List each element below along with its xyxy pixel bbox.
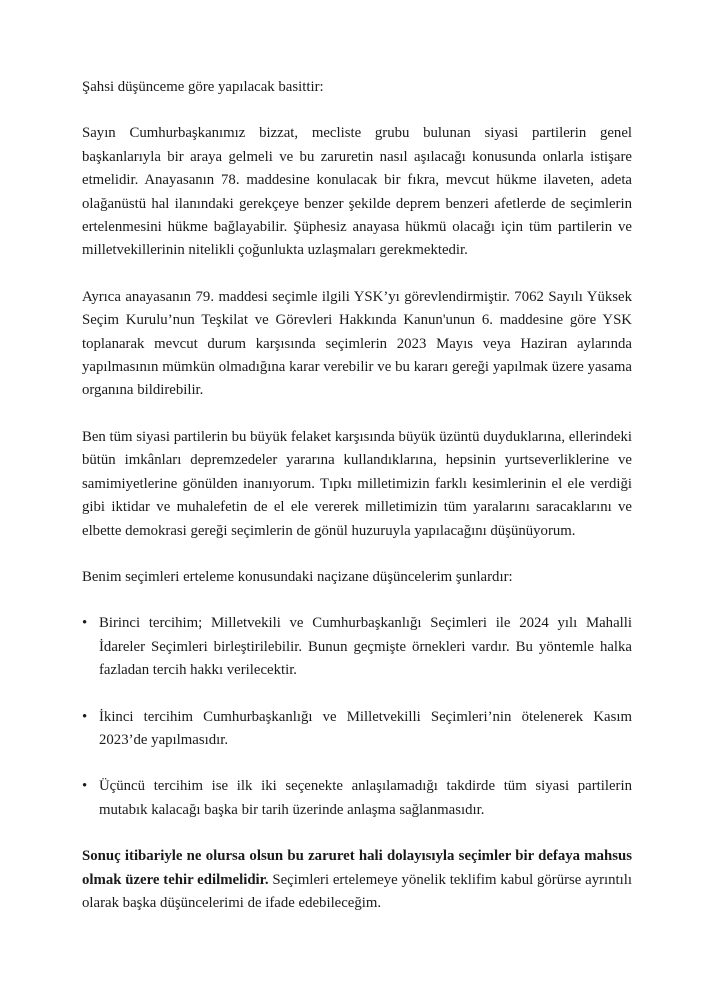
conclusion-rest-text: Seçimleri ertelemeye yönelik teklifim kabul görürse ayrıntılı olarak başka düşüncelerimi de ifade edebileceğim. bbox=[82, 871, 632, 911]
intro-paragraph: Şahsi düşünceme göre yapılacak basittir: bbox=[82, 79, 324, 95]
list-item bbox=[82, 612, 632, 682]
list-item bbox=[82, 706, 632, 753]
list-intro-paragraph: Benim seçimleri erteleme konusundaki naçizane düşüncelerim şunlardır: bbox=[82, 568, 513, 585]
paragraph-ysk: Ayrıca anayasanın 79. maddesi seçimle ilgili YSK’yı görevlendirmiştir. 7062 Sayılı Yüksek Seçim Kurulu’nun Teşkilat ve Görevleri Hakkında Kanun'unun 6. maddesine göre YSK toplanarak mevcut durum karşısında seçimlerin 2023 Mayıs veya Haziran aylarında yapılmasının mümkün olmadığına karar verebilir ve bu kararı gereği yapılmak üzere yasama organına bildirebilir. bbox=[82, 288, 632, 399]
paragraph-consultation: Sayın Cumhurbaşkanımız bizzat, mecliste grubu bulunan siyasi partilerin genel başkanlarıyla bir araya gelmeli ve bu zaruretin nasıl aşılacağı konusunda onlarla istişare etmelidir. Anayasanın 78. maddesine konulacak bir fıkra, mevcut hükme ilaveten, adeta olağanüstü hal ilanındaki gerekçeye benzer şekilde deprem benzeri afetlerde de seçimlerin ertelenmesini hükme bağlayabilir. Şüphesiz anayasa hükmü olacağı için tüm partilerin ve milletvekillerinin nitelikli çoğunlukta uzlaşmaları gerekmektedir. bbox=[82, 125, 632, 259]
bullet-icon: • bbox=[82, 615, 88, 632]
conclusion-paragraph bbox=[82, 845, 632, 915]
conclusion-bold-text: Sonuç itibariyle ne olursa olsun bu zaruret hali dolayısıyla seçimler bir defaya mahsus olmak üzere tehir edilmelidir. bbox=[82, 848, 632, 888]
document-body bbox=[82, 76, 632, 938]
bullet-icon: • bbox=[82, 778, 88, 795]
option-text: Birinci tercihim; Milletvekili ve Cumhurbaşkanlığı Seçimleri ile 2024 yılı Mahalli İdareler Seçimleri birleştirilebilir. Bunun geçmişte örnekleri vardır. Bu yöntemle halka fazladan tercih hakkı verilecektir. bbox=[99, 615, 632, 679]
list-item bbox=[82, 775, 632, 822]
paragraph-belief: Ben tüm siyasi partilerin bu büyük felaket karşısında büyük üzüntü duyduklarına, ellerindeki bütün imkânları depremzedeler yararına kullandıklarına, hepsinin yurtseverliklerine ve samimiyetlerine gönülden inanıyorum. Tıpkı milletimizin farklı kesimlerinin el ele verdiği gibi iktidar ve muhalefetin de el ele vererek milletimizin tüm yaralarını saracaklarını ve elbette demokrasi gereği seçimlerin de gönül huzuruyla yapılacağını düşünüyorum. bbox=[82, 428, 632, 539]
options-list bbox=[82, 612, 632, 822]
bullet-icon: • bbox=[82, 708, 88, 725]
option-text: İkinci tercihim Cumhurbaşkanlığı ve Milletvekilli Seçimleri’nin ötelenerek Kasım 2023’de yapılmasıdır. bbox=[99, 708, 632, 748]
option-text: Üçüncü tercihim ise ilk iki seçenekte anlaşılamadığı takdirde tüm siyasi partilerin mutabık kalacağı başka bir tarih üzerinde anlaşma sağlanmasıdır. bbox=[99, 778, 632, 818]
